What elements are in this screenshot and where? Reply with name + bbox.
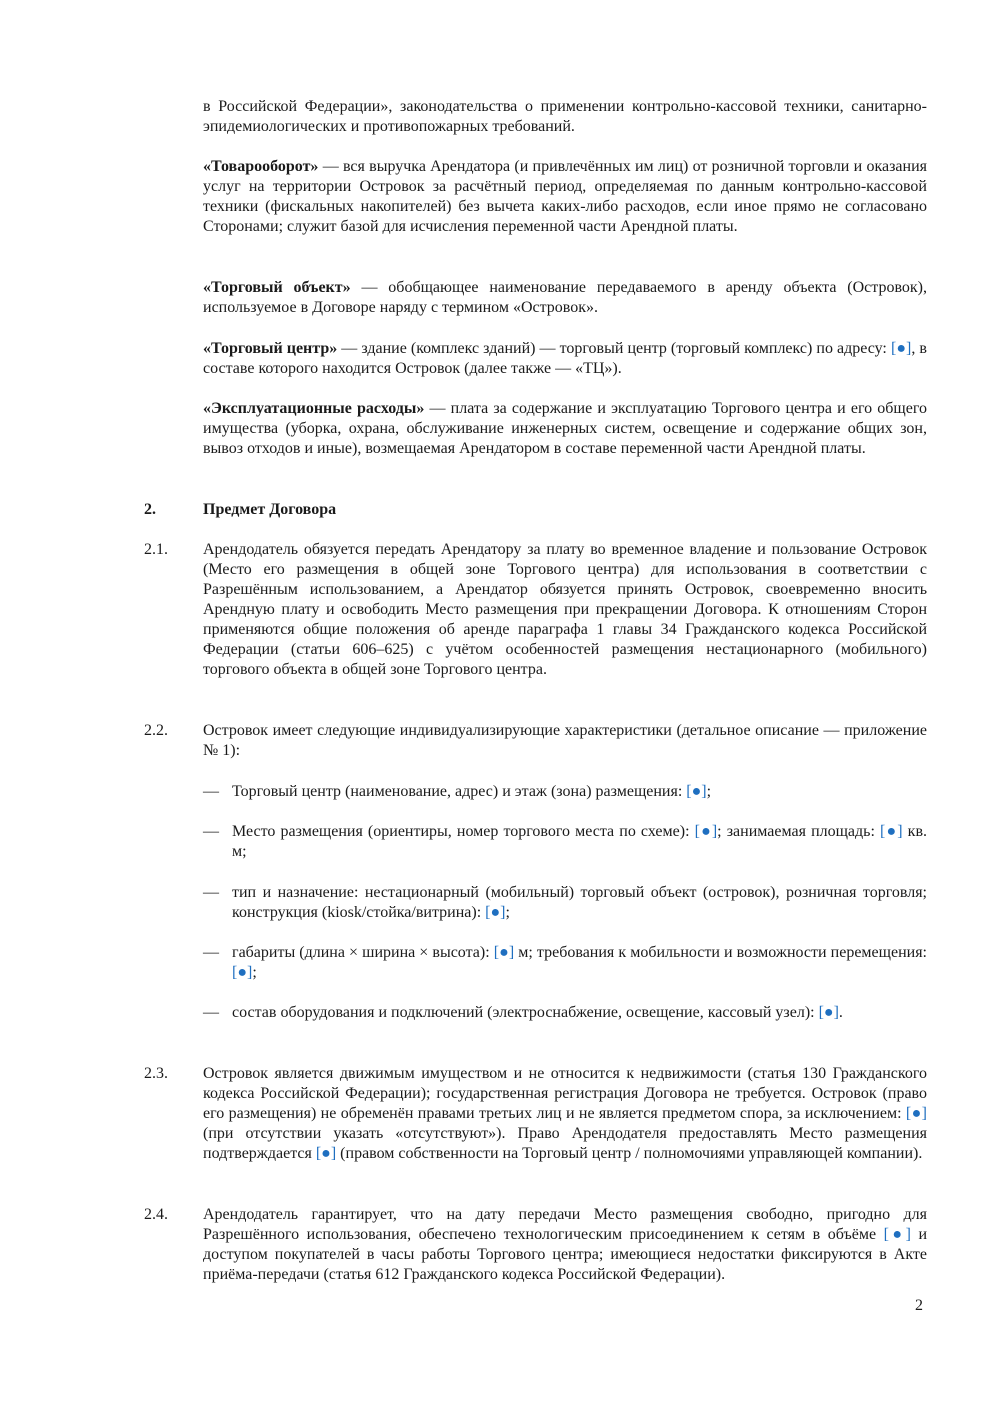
section-title: Предмет Договора [203, 501, 337, 518]
clause-2-1-text: Арендодатель обязуется передать Арендатору за плату во временное владение и пользование Островок (Место его размещения в общей зоне Торгового центра) для использования в соответствии с Разрешённым использованием, а Арендатор обязуется принять Островок, своевременно вносить Арендную плату и освободить Место размещения при прекращении Договора. К отношениям Сторон применяются общие положения об аренде параграфа 1 главы 34 Гражданского кодекса Российской Федерации (статьи 606–625) с учётом особенностей размещения нестационарного (мобильного) торгового объекта в общей зоне Торгового центра. [203, 541, 927, 678]
definition-turnover [203, 157, 927, 237]
definition-text: — вся выручка Арендатора (и привлечённых им лиц) от розничной торговли и оказания услуг на территории Островок за расчётный период, определяемая по данным контрольно-кассовой техники (фискальных накопителей) без вычета каких-либо расходов, если иное прямо не согласовано Сторонами; служит базой для исчисления переменной части Арендной платы. [203, 158, 927, 235]
characteristic-item: — состав оборудования и подключений (электроснабжение, освещение, кассовый узел): [●]. [203, 1004, 843, 1021]
clause-2-1-number: 2.1. [144, 541, 168, 558]
definition-operating-costs [203, 399, 927, 459]
dash-marker: — [203, 1004, 219, 1021]
address-placeholder: [●] [890, 340, 912, 357]
placeholder-mark: [●] [818, 1004, 839, 1021]
characteristic-item: — габариты (длина × ширина × высота): [●] м; требования к мобильности и возможности перемещения: [●]; [203, 944, 927, 981]
placeholder-mark: [●] [315, 1145, 337, 1162]
dash-marker: — [203, 944, 219, 961]
definition-text: — обобщающее наименование передаваемого в аренду объекта (Островок), используемое в Договоре наряду с термином «Островок». [203, 279, 927, 316]
placeholder-mark: [●] [694, 823, 718, 840]
placeholder-mark: [●] [883, 1226, 911, 1243]
placeholder-mark: [●] [493, 944, 515, 961]
clause-2-2-text: Островок имеет следующие индивидуализирующие характеристики (детальное описание — приложение № 1): [203, 722, 927, 759]
definition-text: , в составе которого находится Островок (далее также — «ТЦ»). [203, 340, 927, 377]
section-number: 2. [144, 501, 156, 518]
placeholder-mark: [●] [485, 904, 506, 921]
clause-2-4-text: Арендодатель гарантирует, что на дату передачи Место размещения свободно, пригодно для Разрешённого использования, обеспечено технологическим присоединением к сетям в объёме [●] и доступом покупателей в часы работы Торгового центра; имеющиеся недостатки фиксируются в Акте приёма-передачи (статья 612 Гражданского кодекса Российской Федерации). [203, 1206, 927, 1283]
definition-term: «Торговый центр» [203, 340, 338, 357]
definition-term: «Эксплуатационные расходы» [203, 400, 425, 417]
intro-paragraph: в Российской Федерации», законодательства о применении контрольно-кассовой техники, санитарно-эпидемиологических и противопожарных требований. [203, 98, 927, 135]
definition-term: «Товарооборот» [203, 158, 319, 175]
definition-term: «Торговый объект» [203, 279, 351, 296]
clause-2-2-number: 2.2. [144, 722, 168, 739]
definition-text: — плата за содержание и эксплуатацию Торгового центра и его общего имущества (уборка, охрана, обслуживание инженерных систем, освещение и содержание общих зон, вывоз отходов и иные), возмещаемая Арендатором в составе переменной части Арендной платы. [203, 400, 928, 457]
placeholder-mark: [●] [686, 783, 707, 800]
clause-2-3-text: Островок является движимым имуществом и не относится к недвижимости (статья 130 Гражданского кодекса Российской Федерации); государственная регистрация Договора не требуется. Островок (право его размещения) не обременён правами третьих лиц и не является предметом спора, за исключением: [●] (при отсутствии указать «отсутствуют»). Право Арендодателя предоставлять Место размещения подтверждается [●] (правом собственности на Торговый центр / полномочиями управляющей компании). [203, 1065, 927, 1162]
definition-trade-center [203, 339, 927, 379]
definition-text: — здание (комплекс зданий) — торговый центр (торговый комплекс) по адресу: [337, 340, 891, 357]
clause-2-4-number: 2.4. [144, 1206, 168, 1223]
placeholder-mark: [●] [905, 1105, 927, 1122]
page-number: 2 [915, 1297, 923, 1314]
dash-marker: — [203, 884, 219, 901]
clause-2-3-number: 2.3. [144, 1065, 168, 1082]
placeholder-mark: [●] [232, 964, 253, 981]
placeholder-mark: [●] [880, 823, 903, 840]
dash-marker: — [203, 783, 219, 800]
definition-trade-object [203, 278, 927, 318]
dash-marker: — [203, 823, 219, 840]
characteristic-item: — Место размещения (ориентиры, номер торгового места по схеме): [●]; занимаемая площадь: [●] кв. м; [203, 823, 927, 860]
characteristic-item: — тип и назначение: нестационарный (мобильный) торговый объект (островок), розничная торговля; конструкция (kiosk/стойка/витрина): [●]; [203, 884, 927, 921]
characteristic-item: — Торговый центр (наименование, адрес) и этаж (зона) размещения: [●]; [203, 783, 712, 800]
